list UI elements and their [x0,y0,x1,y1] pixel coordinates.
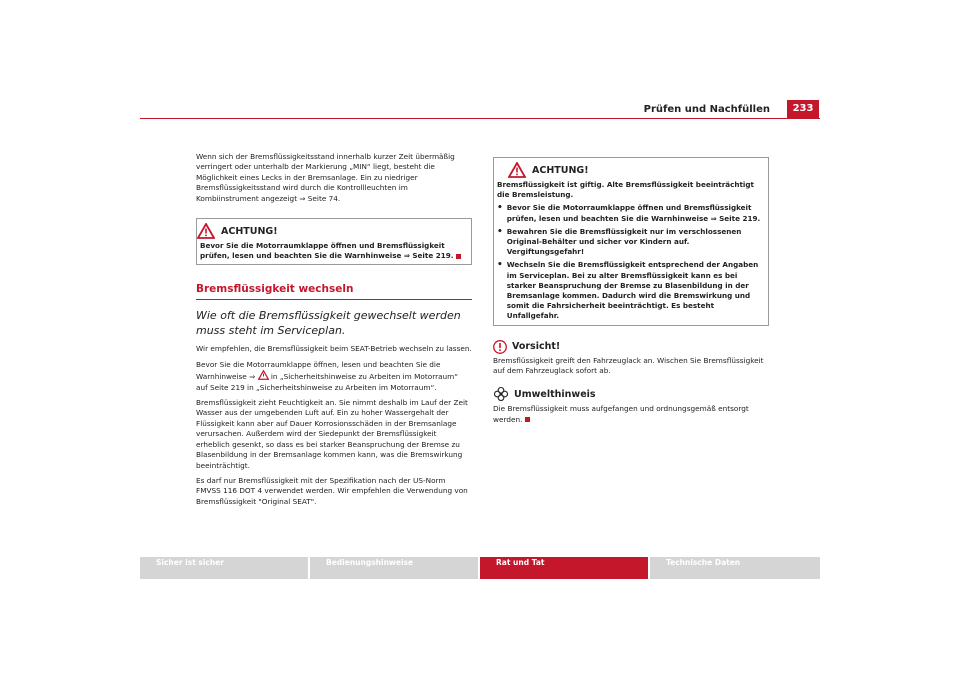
page-number: 233 [787,100,819,118]
caution-icon [493,340,507,354]
environment-text: Die Bremsflüssigkeit muss aufgefangen und ordnungsgemäß entsorgt werden. [493,404,749,424]
warning-triangle-icon [508,162,526,178]
environment-flower-icon [493,386,509,402]
bullet-item: • Bevor Sie die Motorraumklappe öffnen und Bremsflüssigkeit prüfen, lesen und beachten Sie die Warnhinweise ⇒ Seite 219. [497,203,761,223]
bullet-item: • Bewahren Sie die Bremsflüssigkeit nur im verschlossenen Original-Behälter und sicher vor Kindern auf. Vergiftungsgefahr! [497,226,742,257]
left-column [196,152,472,512]
paragraph-3: Bremsflüssigkeit zieht Feuchtigkeit an. Sie nimmt deshalb im Lauf der Zeit Wasser aus der umgebenden Luft auf. Ein zu hoher Wassergehalt der Flüssigkeit kann aber auf Dauer Korrosionsschäden in der Bremsanlage verursachen. Außerdem wird der Siedepunkt der Bremsflüssigkeit erheblich gesenkt, so dass es bei starker Beanspruchung der Bremse zu Blasenbildung in der Bremsanlage kommen kann, was die Bremswirkung beeinträchtigt. [196,398,468,470]
warning-box-1 [196,218,472,265]
paragraph-1: Wir empfehlen, die Bremsflüssigkeit beim SEAT-Betrieb wechseln zu lassen. [196,344,472,354]
footer-tab-sicher[interactable]: Sicher ist sicher [140,557,308,579]
section-rule [196,299,472,300]
header-title: Prüfen und Nachfüllen [643,104,770,115]
paragraph-2: Bevor Sie die Motorraumklappe öffnen, lesen und beachten Sie die Warnhinweise ⇒ in „Sicherheitshinweise zu Arbeiten im Motorraum“ auf Seite 219 in „Sicherheitshinweise zu Arbeiten im Motorraum“. [196,359,459,392]
footer-tab-bedienung[interactable]: Bedienungshinweise [310,557,478,579]
caution-title: Vorsicht! [512,341,561,353]
warning-header [494,158,768,180]
right-column [493,157,769,430]
caution-block [493,340,769,377]
warning-triangle-icon [258,370,269,380]
section-subtitle: Wie oft die Bremsflüssigkeit gewechselt werden muss steht im Serviceplan. [196,309,461,338]
warning-triangle-icon [197,223,215,239]
warning-lead: Bremsflüssigkeit ist giftig. Alte Bremsflüssigkeit beeinträchtigt die Bremsleistung. [497,180,754,200]
environment-block [493,386,769,425]
section-title: Bremsflüssigkeit wechseln [196,283,354,296]
environment-title: Umwelthinweis [514,388,596,400]
end-marker-square [525,417,530,422]
caution-text: Bremsflüssigkeit greift den Fahrzeuglack an. Wischen Sie Bremsflüssigkeit auf dem Fahrzeuglack sofort ab. [493,355,764,376]
bullet-item: • Wechseln Sie die Bremsflüssigkeit entsprechend der Angaben im Serviceplan. Bei zu alter Bremsflüssigkeit kann es bei starker Beanspruchung der Bremse zu Blasenbildung in der Bremsanlage kommen. Dadurch wird die Bremswirkung und somit die Fahrsicherheit beeinträchtigt. Es besteht Unfallgefahr. [497,260,759,321]
warning-box-2 [493,157,769,326]
environment-header [493,386,769,402]
header-rule [140,118,820,119]
warning-text: Bevor Sie die Motorraumklappe öffnen und Bremsflüssigkeit prüfen, lesen und beachten Sie die Warnhinweise ⇒ Seite 219. [197,241,471,264]
footer-tab-rat-und-tat[interactable]: Rat und Tat [480,557,648,579]
warning-title: ACHTUNG! [221,225,278,237]
warning-title: ACHTUNG! [532,164,589,176]
footer-tab-technische-daten[interactable]: Technische Daten [650,557,820,579]
warning-header [197,219,471,241]
intro-paragraph: Wenn sich der Bremsflüssigkeitsstand innerhalb kurzer Zeit übermäßig verringert oder unterhalb der Markierung „MIN“ liegt, besteht die Möglichkeit eines Lecks in der Bremsanlage. Ein zu niedriger Bremsflüssigkeitsstand wird durch die Kontrollleuchten im Kombiinstrument angezeigt ⇒ Seite 74. [196,152,455,203]
paragraph-4: Es darf nur Bremsflüssigkeit mit der Spezifikation nach der US-Norm FMVSS 116 DOT 4 verwendet werden. Wir empfehlen die Verwendung von Bremsflüssigkeit "Original SEAT". [196,475,468,506]
caution-header [493,340,769,354]
end-marker-square [456,254,461,259]
